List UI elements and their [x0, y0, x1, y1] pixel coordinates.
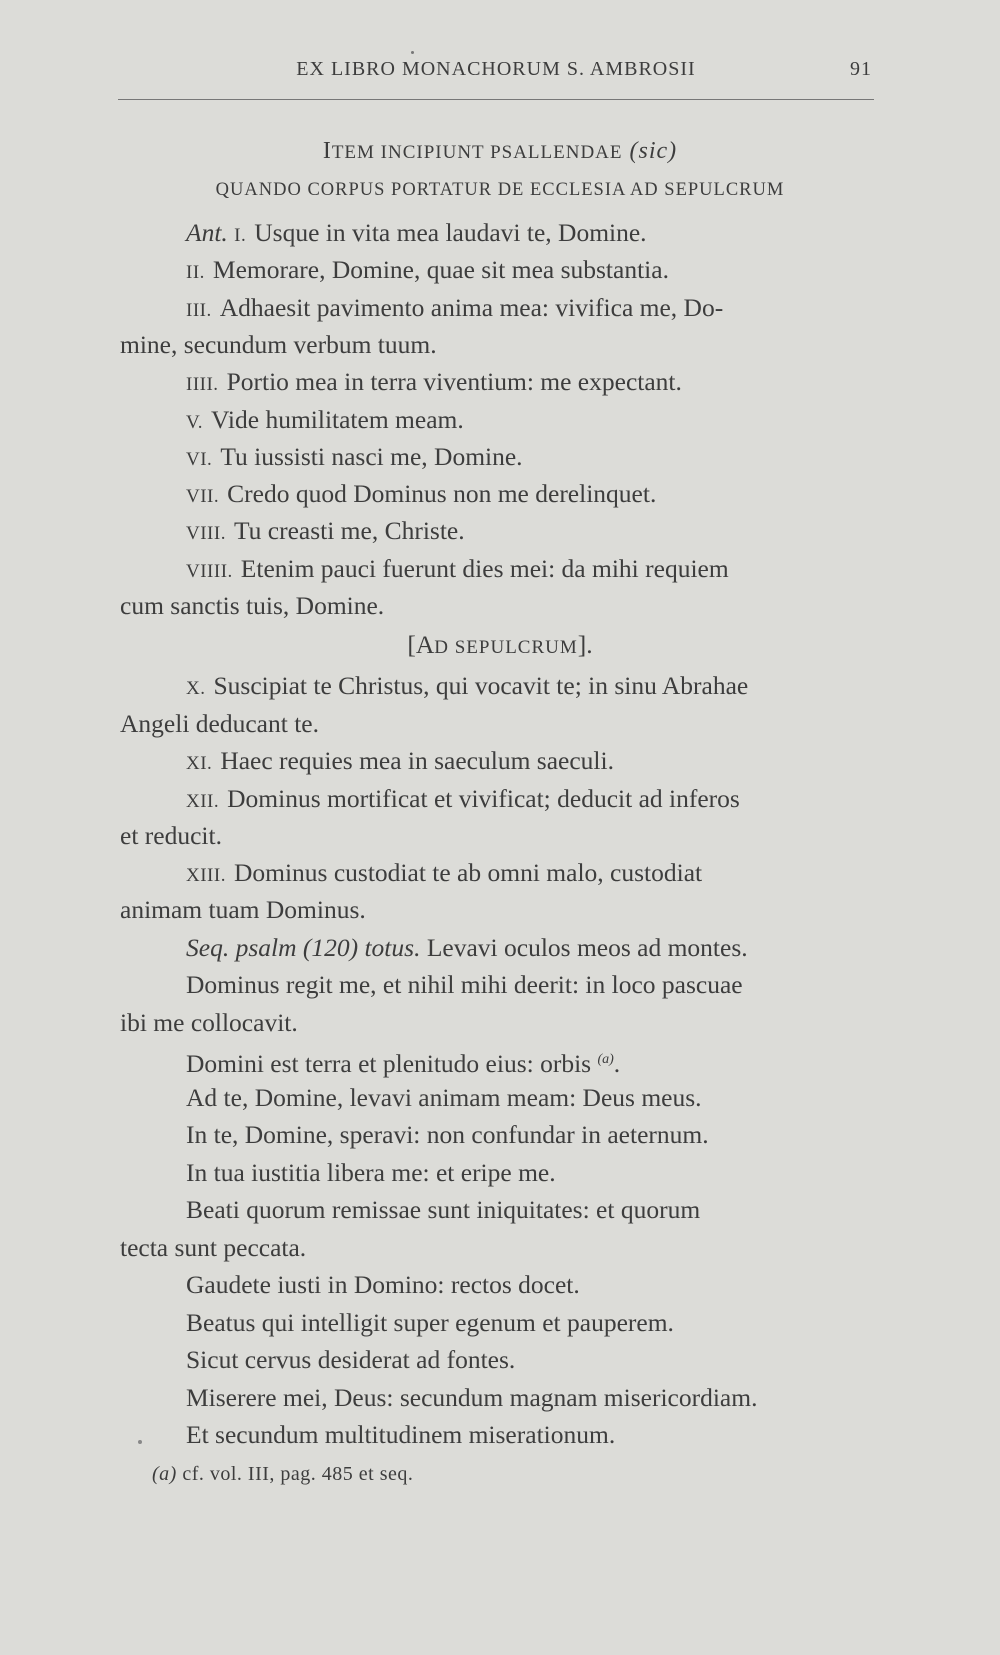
psalm-incipit: Miserere mei, Deus: secundum magnam misericordiam. — [186, 1383, 758, 1412]
antiphon-line — [186, 781, 946, 817]
antiphon-text: Portio mea in terra viventium: me expectant. — [226, 367, 682, 396]
antiphon-line — [186, 551, 946, 587]
ant-label: Ant. — [186, 218, 228, 247]
psalm-incipit: In tua iustitia libera me: et eripe me. — [186, 1158, 556, 1187]
antiphon-line — [186, 743, 946, 779]
psalm-incipit: Dominus regit me, et nihil mihi deerit: in loco pascuae — [186, 970, 743, 999]
title-sic: (sic) — [629, 138, 678, 164]
title-rest: TEM INCIPIUNT PSALLENDAE — [331, 142, 623, 163]
psalm-incipit: Et secundum multitudinem miserationum. — [186, 1420, 616, 1449]
psalm-continuation: tecta sunt peccata. — [120, 1233, 307, 1262]
antiphon-number: V. — [186, 412, 204, 433]
antiphon-text: Usque in vita mea laudavi te, Domine. — [254, 218, 647, 247]
antiphon-text: Tu creasti me, Christe. — [233, 516, 465, 545]
antiphon-number: VI. — [186, 449, 213, 470]
antiphon-continuation: animam tuam Dominus. — [120, 895, 366, 924]
antiphon-continuation: Angeli deducant te. — [120, 709, 319, 738]
running-head: EX LIBRO MONACHORUM S. AMBROSII — [296, 58, 696, 80]
header-rule — [118, 99, 874, 100]
antiphon-line — [186, 439, 946, 475]
antiphon-number: II. — [186, 262, 205, 283]
antiphon-text: Credo quod Dominus non me derelinquet. — [227, 479, 657, 508]
antiphon-line — [186, 855, 946, 891]
antiphon-number: X. — [186, 678, 206, 699]
antiphon-text: Suscipiat te Christus, qui vocavit te; in sinu Abrahae — [213, 671, 749, 700]
antiphon-line — [186, 402, 946, 438]
title-initial: I — [322, 138, 332, 164]
antiphon-text: Adhaesit pavimento anima mea: vivifica me, Do- — [219, 293, 724, 322]
antiphon-text: Tu iussisti nasci me, Domine. — [220, 442, 523, 471]
psalm-incipit: Beatus qui intelligit super egenum et pauperem. — [186, 1308, 674, 1337]
antiphon-continuation: mine, secundum verbum tuum. — [120, 330, 437, 359]
section-close: ]. — [577, 630, 593, 659]
note-reference: (a) — [597, 1052, 614, 1067]
antiphon-text: Haec requies mea in saeculum saeculi. — [220, 746, 614, 775]
antiphon-text: Dominus mortificat et vivificat; deducit ad inferos — [227, 784, 740, 813]
antiphon-number: XII. — [186, 791, 220, 812]
antiphon-number: IIII. — [186, 374, 219, 395]
sequence-text: Levavi oculos meos ad montes. — [426, 933, 748, 962]
antiphon-number: XI. — [186, 753, 213, 774]
antiphon-line — [186, 668, 946, 704]
antiphon-number: VIIII. — [186, 561, 233, 582]
section-title — [0, 138, 1000, 165]
ink-speck — [138, 1440, 142, 1444]
antiphon-continuation: cum sanctis tuis, Domine. — [120, 591, 385, 620]
ink-speck — [411, 51, 414, 54]
antiphon-line — [186, 290, 946, 326]
psalm-continuation: ibi me collocavit. — [120, 1008, 298, 1037]
footnote-mark: (a) — [152, 1463, 177, 1485]
antiphon-text: Dominus custodiat te ab omni malo, custodiat — [233, 858, 703, 887]
antiphon-text: Vide humilitatem meam. — [211, 405, 464, 434]
psalm-incipit: Sicut cervus desiderat ad fontes. — [186, 1345, 516, 1374]
footnote — [152, 1463, 413, 1486]
antiphon-line — [186, 252, 946, 288]
antiphon-number: I. — [234, 225, 247, 246]
antiphon-text: Memorare, Domine, quae sit mea substantia. — [212, 255, 669, 284]
antiphon-continuation: et reducit. — [120, 821, 222, 850]
footnote-text: cf. vol. III, pag. 485 et seq. — [182, 1463, 414, 1485]
section-open: [A — [407, 630, 435, 659]
antiphon-line — [186, 364, 946, 400]
sequence-label: Seq. psalm (120) totus. — [186, 933, 421, 962]
psalm-text-end: . — [613, 1049, 621, 1078]
antiphon-line — [186, 513, 946, 549]
page-header — [120, 58, 872, 94]
psalm-incipit: Gaudete iusti in Domino: rectos docet. — [186, 1270, 580, 1299]
psalm-incipit — [186, 1042, 946, 1078]
page-number: 91 — [850, 58, 872, 80]
antiphon-line — [186, 476, 946, 512]
antiphon-line — [186, 215, 946, 251]
antiphon-number: XIII. — [186, 865, 226, 886]
section-heading — [0, 627, 1000, 663]
psalm-incipit: Ad te, Domine, levavi animam meam: Deus meus. — [186, 1083, 702, 1112]
section-subtitle: QUANDO CORPUS PORTATUR DE ECCLESIA AD SEPULCRUM — [215, 180, 785, 200]
psalm-text: Domini est terra et plenitudo eius: orbis — [186, 1049, 592, 1078]
psalm-incipit: Beati quorum remissae sunt iniquitates: et quorum — [186, 1195, 701, 1224]
antiphon-number: VIII. — [186, 523, 226, 544]
section-rest: D SEPULCRUM — [434, 637, 578, 658]
antiphon-text: Etenim pauci fuerunt dies mei: da mihi requiem — [240, 554, 729, 583]
antiphon-number: VII. — [186, 486, 220, 507]
psalm-incipit: In te, Domine, speravi: non confundar in aeternum. — [186, 1120, 709, 1149]
sequence-line — [186, 930, 946, 966]
antiphon-number: III. — [186, 300, 212, 321]
